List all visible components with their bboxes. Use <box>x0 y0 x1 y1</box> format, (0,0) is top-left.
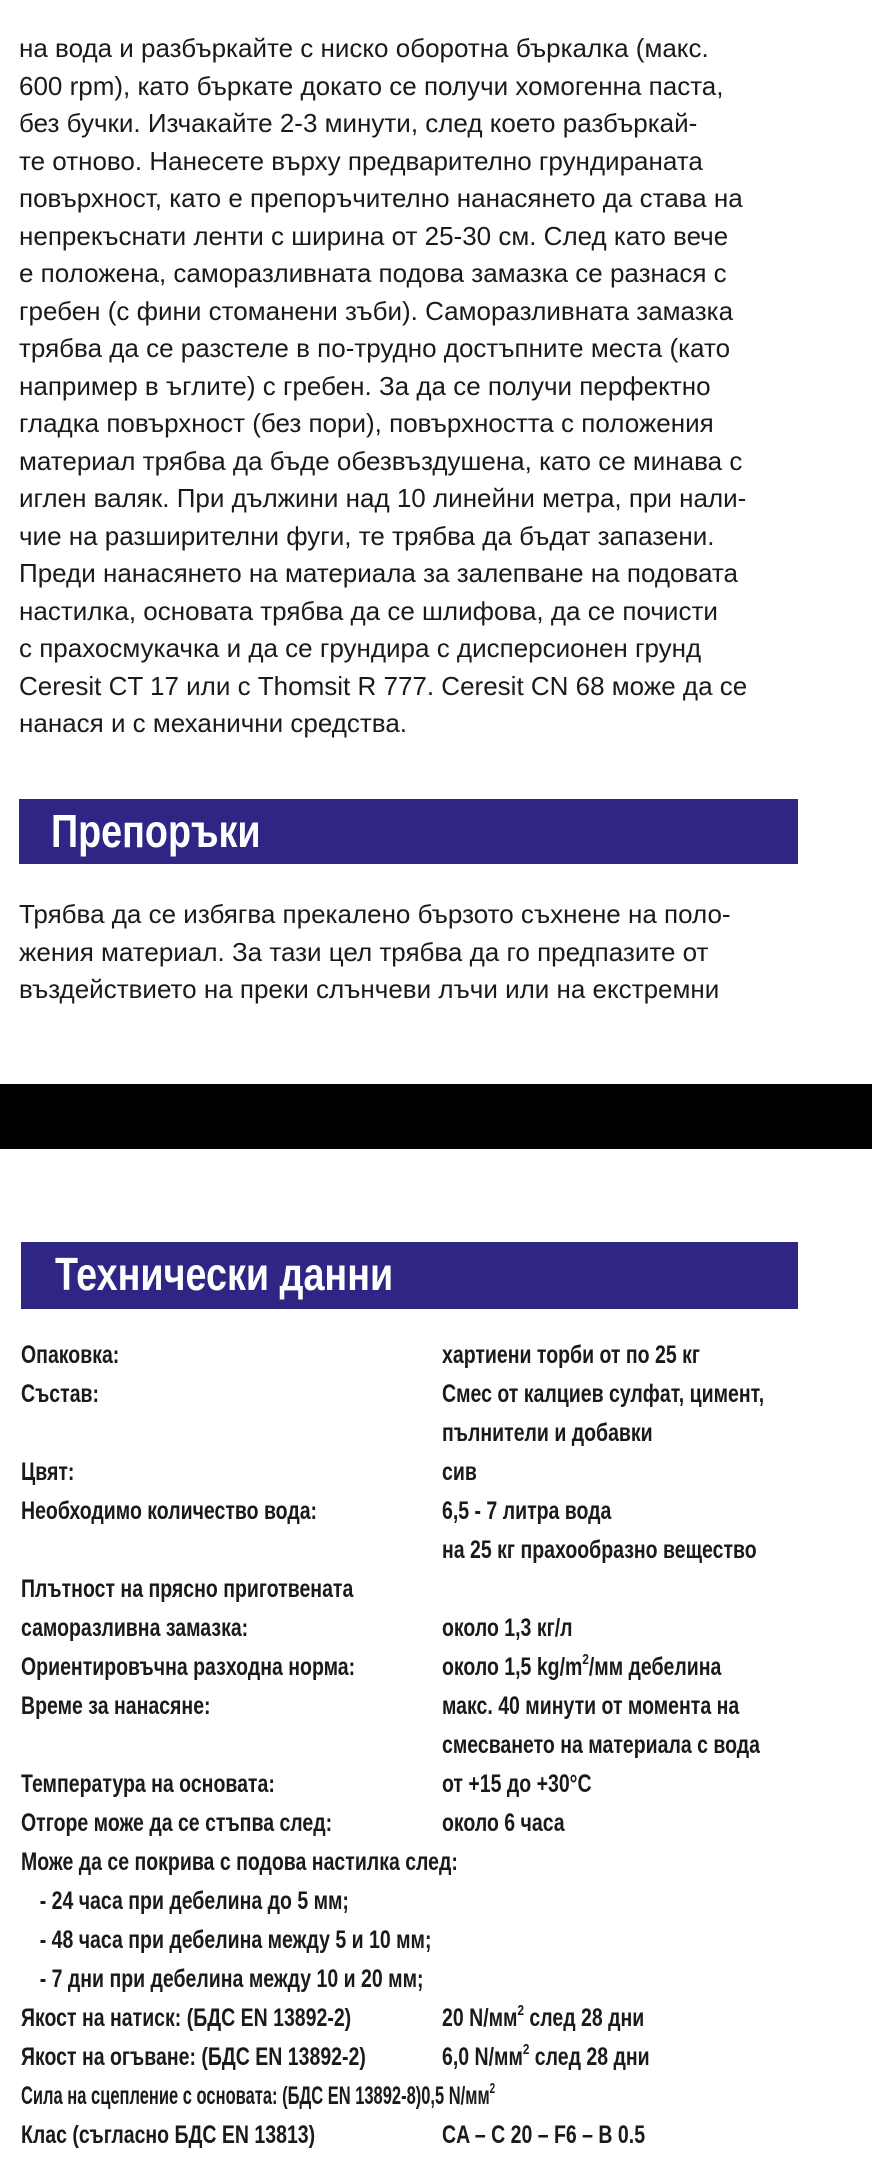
intro-line: трябва да се разстеле в по-трудно достъпните места (като <box>19 333 731 363</box>
recommendations-title: Препоръки <box>51 805 261 857</box>
intro-line: материал трябва да бъде обезвъздушена, като се минава с <box>19 445 743 476</box>
tech-row-density <box>21 1570 841 1648</box>
tech-label: Ориентировъчна разходна норма: <box>21 1653 356 1681</box>
tech-row-color <box>21 1453 841 1492</box>
tech-row-flexural-strength <box>21 2038 841 2077</box>
tech-row-substrate-temperature <box>21 1765 841 1804</box>
tech-row-water-amount <box>21 1492 841 1570</box>
tech-value: 6,0 $N/мм^2$ след 28 дни <box>442 2040 650 2071</box>
covering-item: - 24 часа при дебелина до 5 мм; <box>39 1887 349 1915</box>
recommendations-paragraph <box>19 896 789 1009</box>
recommendations-line: жения материал. За тази цел трябва да го предпазите от <box>19 936 709 967</box>
tech-value: Смес от калциев сулфат, цимент, пълнители и добавки <box>442 1380 765 1447</box>
tech-label: Якост на огъване: (БДС EN 13892-2) <box>21 2043 366 2071</box>
tech-label: Сила на сцепление с основата: (БДС EN 13892-8)0,5 $N/мм^2$ <box>21 2079 496 2110</box>
tech-label: Може да се покрива с подова настилка след: - 24 часа при дебелина до 5 мм; - 48 часа при дебелина между 5 и 10 мм; - 7 дни при дебелина между 10 и 20 мм; <box>21 1843 458 1999</box>
intro-line: с прахосмукачка и да се грундира с дисперсионен грунд <box>19 633 702 663</box>
recommendations-heading <box>19 799 798 864</box>
tech-row-composition <box>21 1375 841 1453</box>
tech-row-consumption <box>21 1648 841 1687</box>
covering-item: - 48 часа при дебелина между 5 и 10 мм; <box>39 1926 432 1954</box>
tech-value: около 6 часа <box>442 1809 565 1837</box>
intro-line: чие на разширителни фуги, те трябва да бъдат запазени. <box>19 520 715 551</box>
tech-label: Отгоре може да се стъпва след: <box>21 1809 333 1837</box>
tech-value: 20 $N/мм^2$ след 28 дни <box>442 2001 645 2032</box>
tech-value: хартиени торби от по 25 кг <box>442 1341 700 1369</box>
tech-value: около 1,5 $kg/m^2/мм$ дебелина <box>442 1650 722 1681</box>
tech-row-application-time <box>21 1687 841 1765</box>
tech-row-packaging <box>21 1336 841 1375</box>
tech-label: Якост на натиск: (БДС EN 13892-2) <box>21 2004 352 2032</box>
intro-line: е положена, саморазливната подова замазка се разнася с <box>19 258 727 288</box>
tech-value: сив <box>442 1458 477 1486</box>
intro-line: гладка повърхност (без пори), повърхността с положения <box>19 408 714 438</box>
intro-line: на вода и разбъркайте с ниско оборотна бъркалка (макс. <box>19 33 709 63</box>
tech-label: Температура на основата: <box>21 1770 275 1798</box>
intro-line: Ceresit CT 17 или с Thomsit R 777. Ceresit CN 68 може да се <box>19 670 748 701</box>
tech-value: CA – C 20 – F6 – B 0.5 <box>442 2121 646 2149</box>
tech-label: Опаковка: <box>21 1341 120 1369</box>
tech-label: Плътност на прясно приготвената саморазливна замазка: <box>21 1575 354 1642</box>
intro-line: например в ъглите) с гребен. За да се получи перфектно <box>19 370 711 401</box>
intro-line: те отново. Нанесете върху предварително грундираната <box>19 145 703 176</box>
page-break-band <box>0 1084 872 1149</box>
tech-row-adhesion <box>21 2077 841 2116</box>
technical-data-table <box>21 1336 841 2155</box>
tech-row-compressive-strength <box>21 1999 841 2038</box>
intro-line: иглен валяк. При дължини над 10 линейни метра, при нали- <box>19 483 747 513</box>
technical-title: Технически данни <box>55 1248 394 1300</box>
technical-heading <box>21 1242 798 1306</box>
recommendations-line: Трябва да се избягва прекалено бързото съхнене на поло- <box>19 899 731 929</box>
tech-row-class <box>21 2116 841 2155</box>
intro-line: повърхност, като е препоръчително нанасянето да става на <box>19 183 743 213</box>
intro-paragraph <box>19 30 789 743</box>
tech-value: 6,5 - 7 литра вода на 25 кг прахообразно вещество <box>442 1497 757 1564</box>
tech-label: Клас (съгласно БДС EN 13813) <box>21 2121 316 2149</box>
intro-line: 600 rpm), като бъркате докато се получи хомогенна паста, <box>19 70 724 101</box>
intro-line: настилка, основата трябва да се шлифова, да се почисти <box>19 595 718 626</box>
intro-line: непрекъснати ленти с ширина от 25-30 см. След като вече <box>19 220 729 251</box>
tech-value: от +15 до +30°C <box>442 1770 592 1798</box>
tech-row-walkable-after <box>21 1804 841 1843</box>
intro-line: Преди нанасянето на материала за залепване на подовата <box>19 558 738 588</box>
tech-value: около 1,3 кг/л <box>442 1614 573 1642</box>
recommendations-line: въздействието на преки слънчеви лъчи или на екстремни <box>19 974 720 1004</box>
technical-heading-underline <box>21 1306 798 1309</box>
tech-row-covering <box>21 1843 841 1999</box>
intro-line: нанася и с механични средства. <box>19 708 408 738</box>
tech-label: Време за нанасяне: <box>21 1692 211 1720</box>
tech-label: Необходимо количество вода: <box>21 1497 318 1525</box>
intro-line: без бучки. Изчакайте 2-3 минути, след което разбъркай- <box>19 108 698 138</box>
intro-line: гребен (с фини стоманени зъби). Саморазливната замазка <box>19 295 734 326</box>
tech-value: макс. 40 минути от момента на смесването на материала с вода <box>442 1692 760 1759</box>
tech-label: Цвят: <box>21 1458 75 1486</box>
covering-item: - 7 дни при дебелина между 10 и 20 мм; <box>39 1965 424 1993</box>
tech-label: Състав: <box>21 1380 100 1408</box>
